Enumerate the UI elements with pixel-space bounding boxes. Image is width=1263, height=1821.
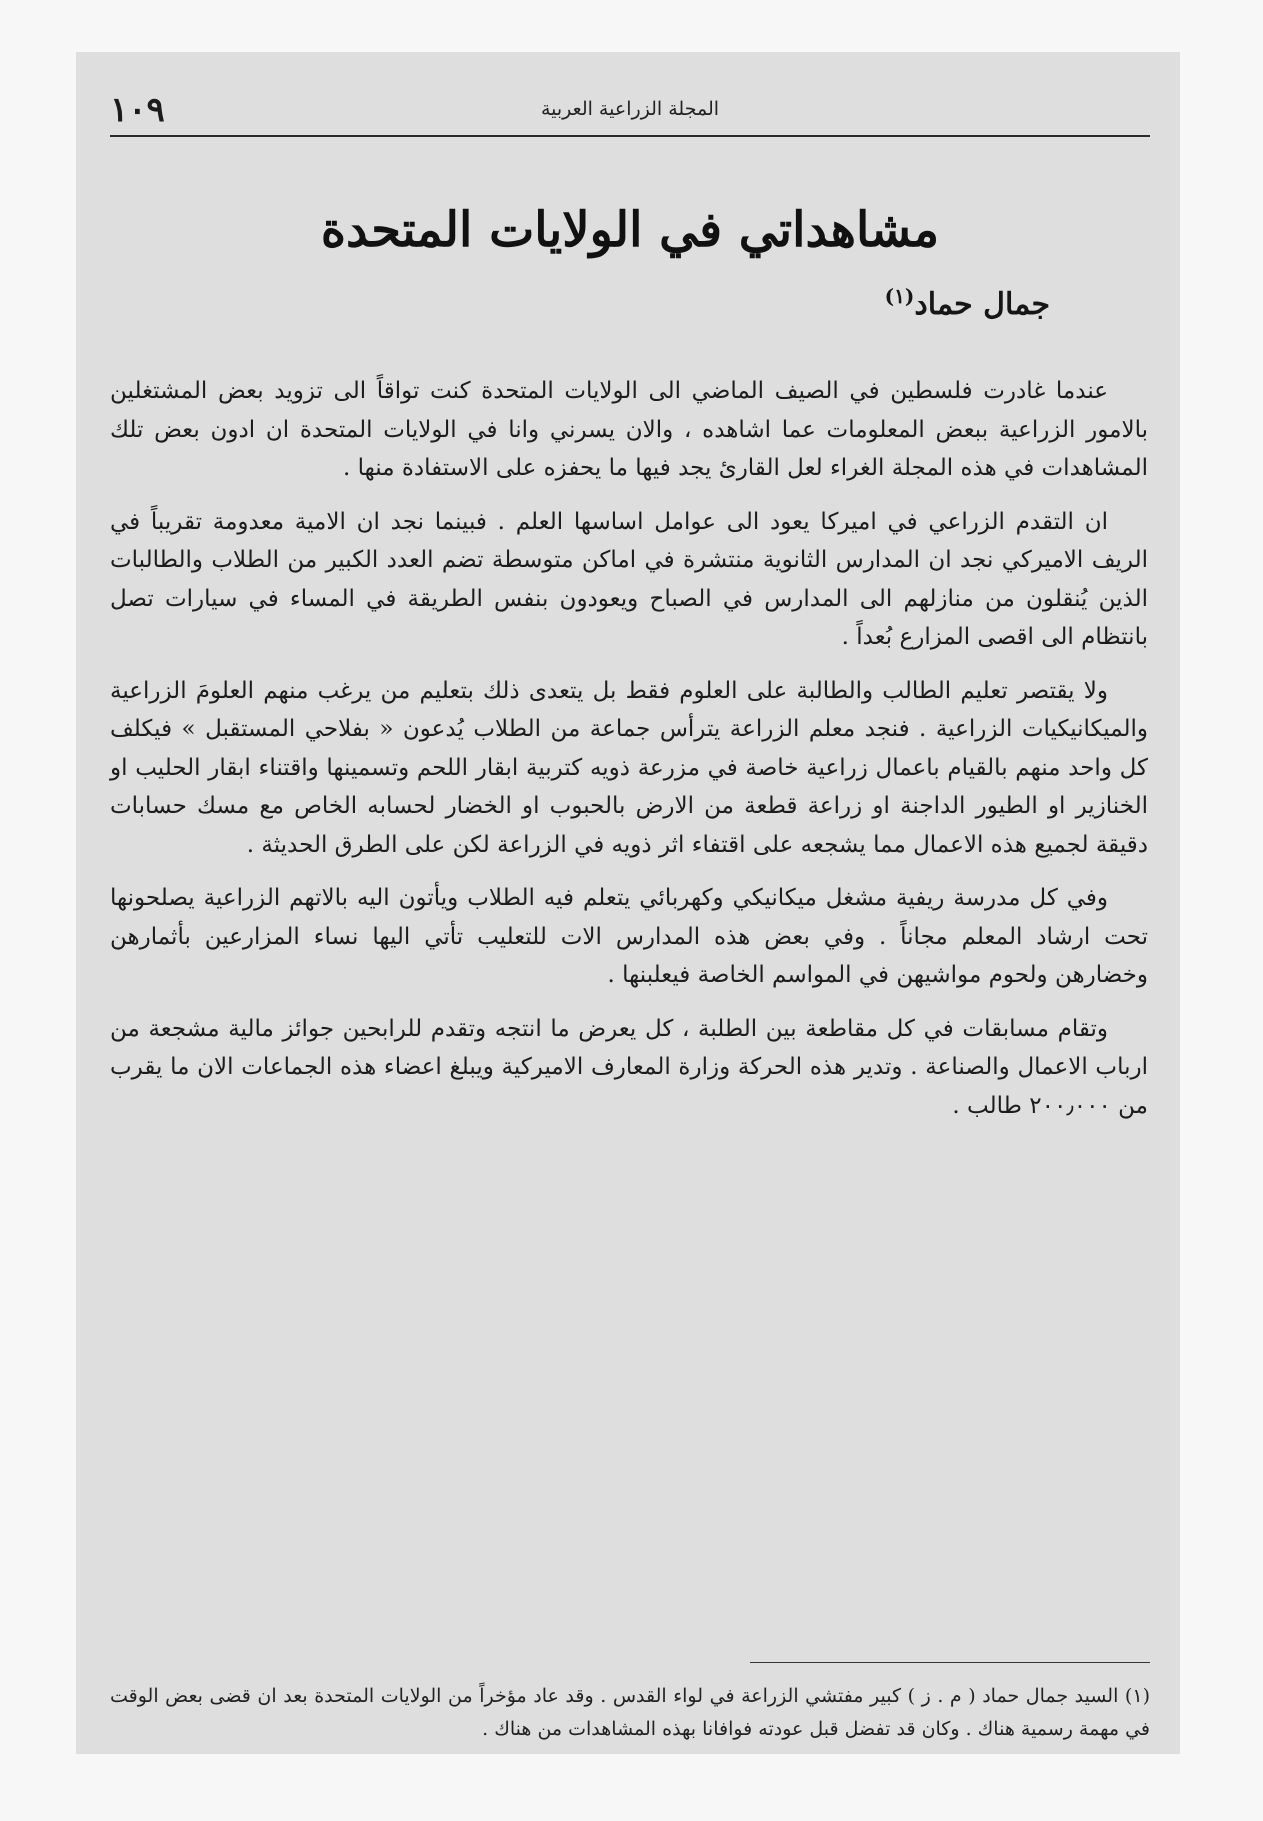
author-byline: [885, 284, 1050, 322]
paragraph: ان التقدم الزراعي في اميركا يعود الى عوامل اساسها العلم . فبينما نجد ان الامية معدومة تقريباً في الريف الاميركي نجد ان المدارس الثانوية منتشرة في اماكن متوسطة تضم العدد الكبير من الطلاب والطالبات الذين يُنقلون من منازلهم الى المدارس في الصباح ويعودون بنفس الطريقة في المساء في سيارات تصل بانتظام الى اقصى المزارع بُعداً .: [110, 508, 1148, 650]
article-body: [110, 372, 1148, 1140]
author-name: جمال حماد: [914, 287, 1050, 322]
header-rule: [110, 135, 1150, 137]
scanned-page: [76, 52, 1180, 1754]
paragraph: ولا يقتصر تعليم الطالب والطالبة على العلوم فقط بل يتعدى ذلك بتعليم من يرغب منهم العلومَ الزراعية والميكانيكيات الزراعية . فنجد معلم الزراعة يترأس جماعة من الطلاب يُدعون « بفلاحي المستقبل » فيكلف كل واحد منهم بالقيام باعمال زراعية خاصة في مزرعة ذويه كتربية ابقار اللحم وتسمينها واقتناء ابقار الحليب او الخنازير او الطيور الداجنة او زراعة قطعة من الارض بالحبوب او الخضار لحسابه الخاص مع مسك حسابات دقيقة لجميع هذه الاعمال مما يشجعه على اقتفاء اثر ذويه في الزراعة لكن على الطرق الحديثة .: [110, 677, 1148, 858]
footnote: (١) السيد جمال حماد ( م . ز ) كبير مفتشي الزراعة في لواء القدس . وقد عاد مؤخراً من الولايات المتحدة بعد ان قضى بعض الوقت في مهمة رسمية هناك . وكان قد تفضل قبل عودته فوافانا بهذه المشاهدات من هناك .: [110, 1685, 1150, 1740]
page-number: ١٠٩: [110, 90, 165, 130]
paragraph: عندما غادرت فلسطين في الصيف الماضي الى الولايات المتحدة كنت تواقاً الى تزويد بعض المشتغلين بالامور الزراعية ببعض المعلومات عما اشاهده ، والان يسرني وانا في الولايات المتحدة ان ادون بعض تلك المشاهدات في هذه المجلة الغراء لعل القارئ يجد فيها ما يحفزه على الاستفادة منها .: [110, 378, 1148, 481]
footnote-rule: [750, 1662, 1150, 1663]
page-header: [110, 90, 1150, 130]
paragraph: وفي كل مدرسة ريفية مشغل ميكانيكي وكهربائي يتعلم فيه الطلاب ويأتون اليه بالاتهم الزراعية يصلحونها تحت ارشاد المعلم مجاناً . وفي بعض هذه المدارس الات للتعليب تأتي اليها نساء المزارعين بأثمارهن وخضارهن ولحوم مواشيهن في المواسم الخاصة فيعلبنها .: [110, 885, 1148, 988]
journal-page: [76, 52, 1180, 1754]
author-footnote-marker: (١): [884, 284, 915, 308]
article-title: مشاهداتي في الولايات المتحدة: [320, 202, 940, 258]
journal-name: المجلة الزراعية العربية: [540, 98, 720, 120]
paragraph: وتقام مسابقات في كل مقاطعة بين الطلبة ، كل يعرض ما انتجه وتقدم للرابحين جوائز مالية مشجعة من ارباب الاعمال والصناعة . وتدير هذه الحركة وزارة المعارف الاميركية ويبلغ اعضاء هذه الجماعات الان ما يقرب من ٢٠٠٫٠٠٠ طالب .: [110, 1015, 1148, 1119]
